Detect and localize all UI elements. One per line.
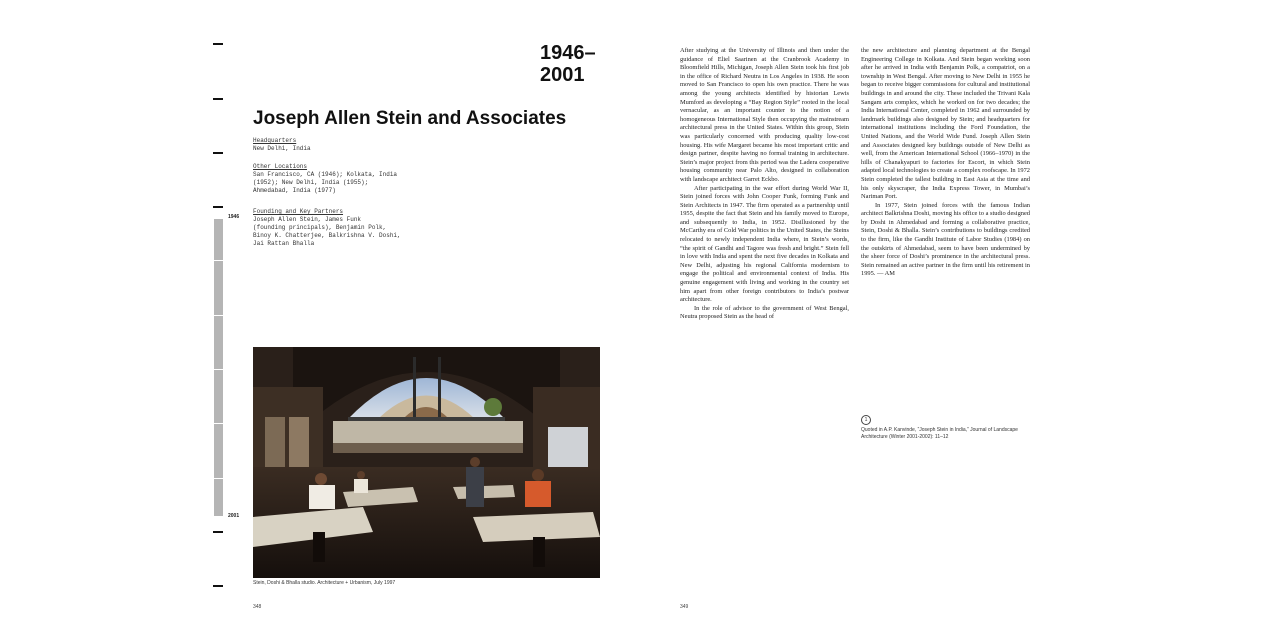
body-paragraph: After participating in the war effort during World War II, Stein joined forces with John Cooper Funk, forming Funk and Stein Architects in 1947. The firm operated as a partnership until 1955, despite the fact that Stein and his family moved to Europe, and subsequently to India, in 1952. Disillusioned by the McCarthy era of Cold War politics in the United States, the Steins relocated to newly independent India where, in Stein’s words, “the spirit of Gandhi and Tagore was fresh and bright.” Stein fell in love with India and spent the next five decades in Kolkata and New Delhi, adjusting his regional California modernism to engage the political and environmental context of India. His genuine engagement with living and working in the country set him apart from other foreign contributors to India’s postwar architecture. xyxy=(680,184,849,304)
headquarters-label: Headquarters xyxy=(253,137,297,144)
years-range xyxy=(540,42,596,86)
timeline-start-year: 1946 xyxy=(228,214,240,220)
body-paragraph: In the role of advisor to the government of West Bengal, Neutra proposed Stein as the head of xyxy=(680,304,849,321)
studio-photo-illustration xyxy=(253,347,600,578)
timeline-divider xyxy=(214,369,223,370)
body-column-2 xyxy=(861,47,1030,279)
timeline-tick xyxy=(213,206,223,208)
timeline-tick xyxy=(213,98,223,100)
body-paragraph: the new architecture and planning department at the Bengal Engineering College in Kolkata. And Stein began working soon after he arrived in India with Benjamin Polk, a compatriot, on a township in West Bengal. After moving to New Delhi in 1955 he began to receive bigger commissions for cultural and institutional buildings in and around the city. These included the Trivani Kala Sangam arts complex, which he worked on for two decades; the India International Center, completed in 1962 and surrounded by landmark buildings also designed by Stein; and headquarters for international institutions including the Ford Foundation, the United Nations, and the World Wide Fund. Joseph Allen Stein and Associates designed key buildings outside of New Delhi as well, from the American International School (1966–1970) in the hills of Chanakyapuri to factories for Escort, in which Stein adapted local technologies to create a complex roofscape. In 1972 Stein completed the tallest building in East Asia at the time and his only skyscraper, the India Express Tower, in Mumbai’s Nariman Port. xyxy=(861,47,1030,201)
studio-photo xyxy=(253,347,600,578)
timeline-divider xyxy=(214,260,223,261)
other-locations-label: Other Locations xyxy=(253,163,308,170)
photo-caption: Stein, Doshi & Bhalla studio. Architecture + Urbanism, July 1997 xyxy=(253,580,396,586)
years-start: 1946– xyxy=(540,42,596,64)
timeline-bar xyxy=(214,219,223,516)
timeline-tick xyxy=(213,43,223,45)
timeline-end-year: 2001 xyxy=(228,513,240,519)
timeline-divider xyxy=(214,423,223,424)
timeline-tick xyxy=(213,585,223,587)
timeline-divider xyxy=(214,478,223,479)
partners-block xyxy=(253,208,433,248)
other-locations-value: San Francisco, CA (1946); Kolkata, India (1952); New Delhi, India (1955); Ahmedabad, India (1977) xyxy=(253,171,398,194)
footnote-marker: 1 xyxy=(861,415,871,425)
body-paragraph: In 1977, Stein joined forces with the famous Indian architect Balkrishna Doshi, moving his office to a studio designed by Doshi in Ahmedabad and forming a collaborative practice, Stein, Doshi & Bhalla. Stein’s contributions to buildings credited to the firm, like the Gandhi Institute of Labor Studies (1984) on the outskirts of Ahmedabad, seem to have been undermined by the sheer force of Doshi’s prominence in the architectural press. Stein remained an active partner in the firm until his retirement in 1995. — AM xyxy=(861,201,1030,278)
headquarters-value: New Delhi, India xyxy=(253,145,311,152)
partners-label: Founding and Key Partners xyxy=(253,208,344,215)
partners-value: Joseph Allen Stein, James Funk (founding principals), Benjamin Polk, Binoy K. Chatterjee, Balkrishna V. Doshi, Jai Rattan Bhalla xyxy=(253,216,401,247)
page-number-right: 349 xyxy=(680,604,689,610)
other-locations-block xyxy=(253,163,433,195)
timeline-divider xyxy=(214,315,223,316)
body-column-1 xyxy=(680,47,849,322)
years-end: 2001 xyxy=(540,64,585,86)
page-title: Joseph Allen Stein and Associates xyxy=(253,108,567,129)
page-number-left: 348 xyxy=(253,604,262,610)
timeline-tick xyxy=(213,531,223,533)
footnote-text: Quoted in A.P. Kanvinde, “Joseph Stein in India,” Journal of Landscape Architecture (Winter 2001-2002): 11–12 xyxy=(861,427,1018,440)
headquarters-block xyxy=(253,137,433,153)
body-paragraph: After studying at the University of Illinois and then under the guidance of Eliel Saarinen at the Cranbrook Academy in Bloomfield Hills, Michigan, Joseph Allen Stein took his first job in the office of Richard Neutra in Los Angeles in 1938. He soon moved to San Francisco to open his own practice. There he was among the young architects identified by historian Lewis Mumford as developing a “Bay Region Style” rooted in the local vernacular, as an important counter to the notion of a homogeneous International Style then occupying the mainstream architectural press in the United States. Within this group, Stein was particularly concerned with producing quality low-cost housing. His wife Margaret became his most important critic and design partner, despite having no formal training in architecture. Stein’s major project from this period was the Ladera cooperative housing community near Palo Alto, designed in collaboration with landscape architect Garret Eckbo. xyxy=(680,47,849,183)
timeline-tick xyxy=(213,152,223,154)
